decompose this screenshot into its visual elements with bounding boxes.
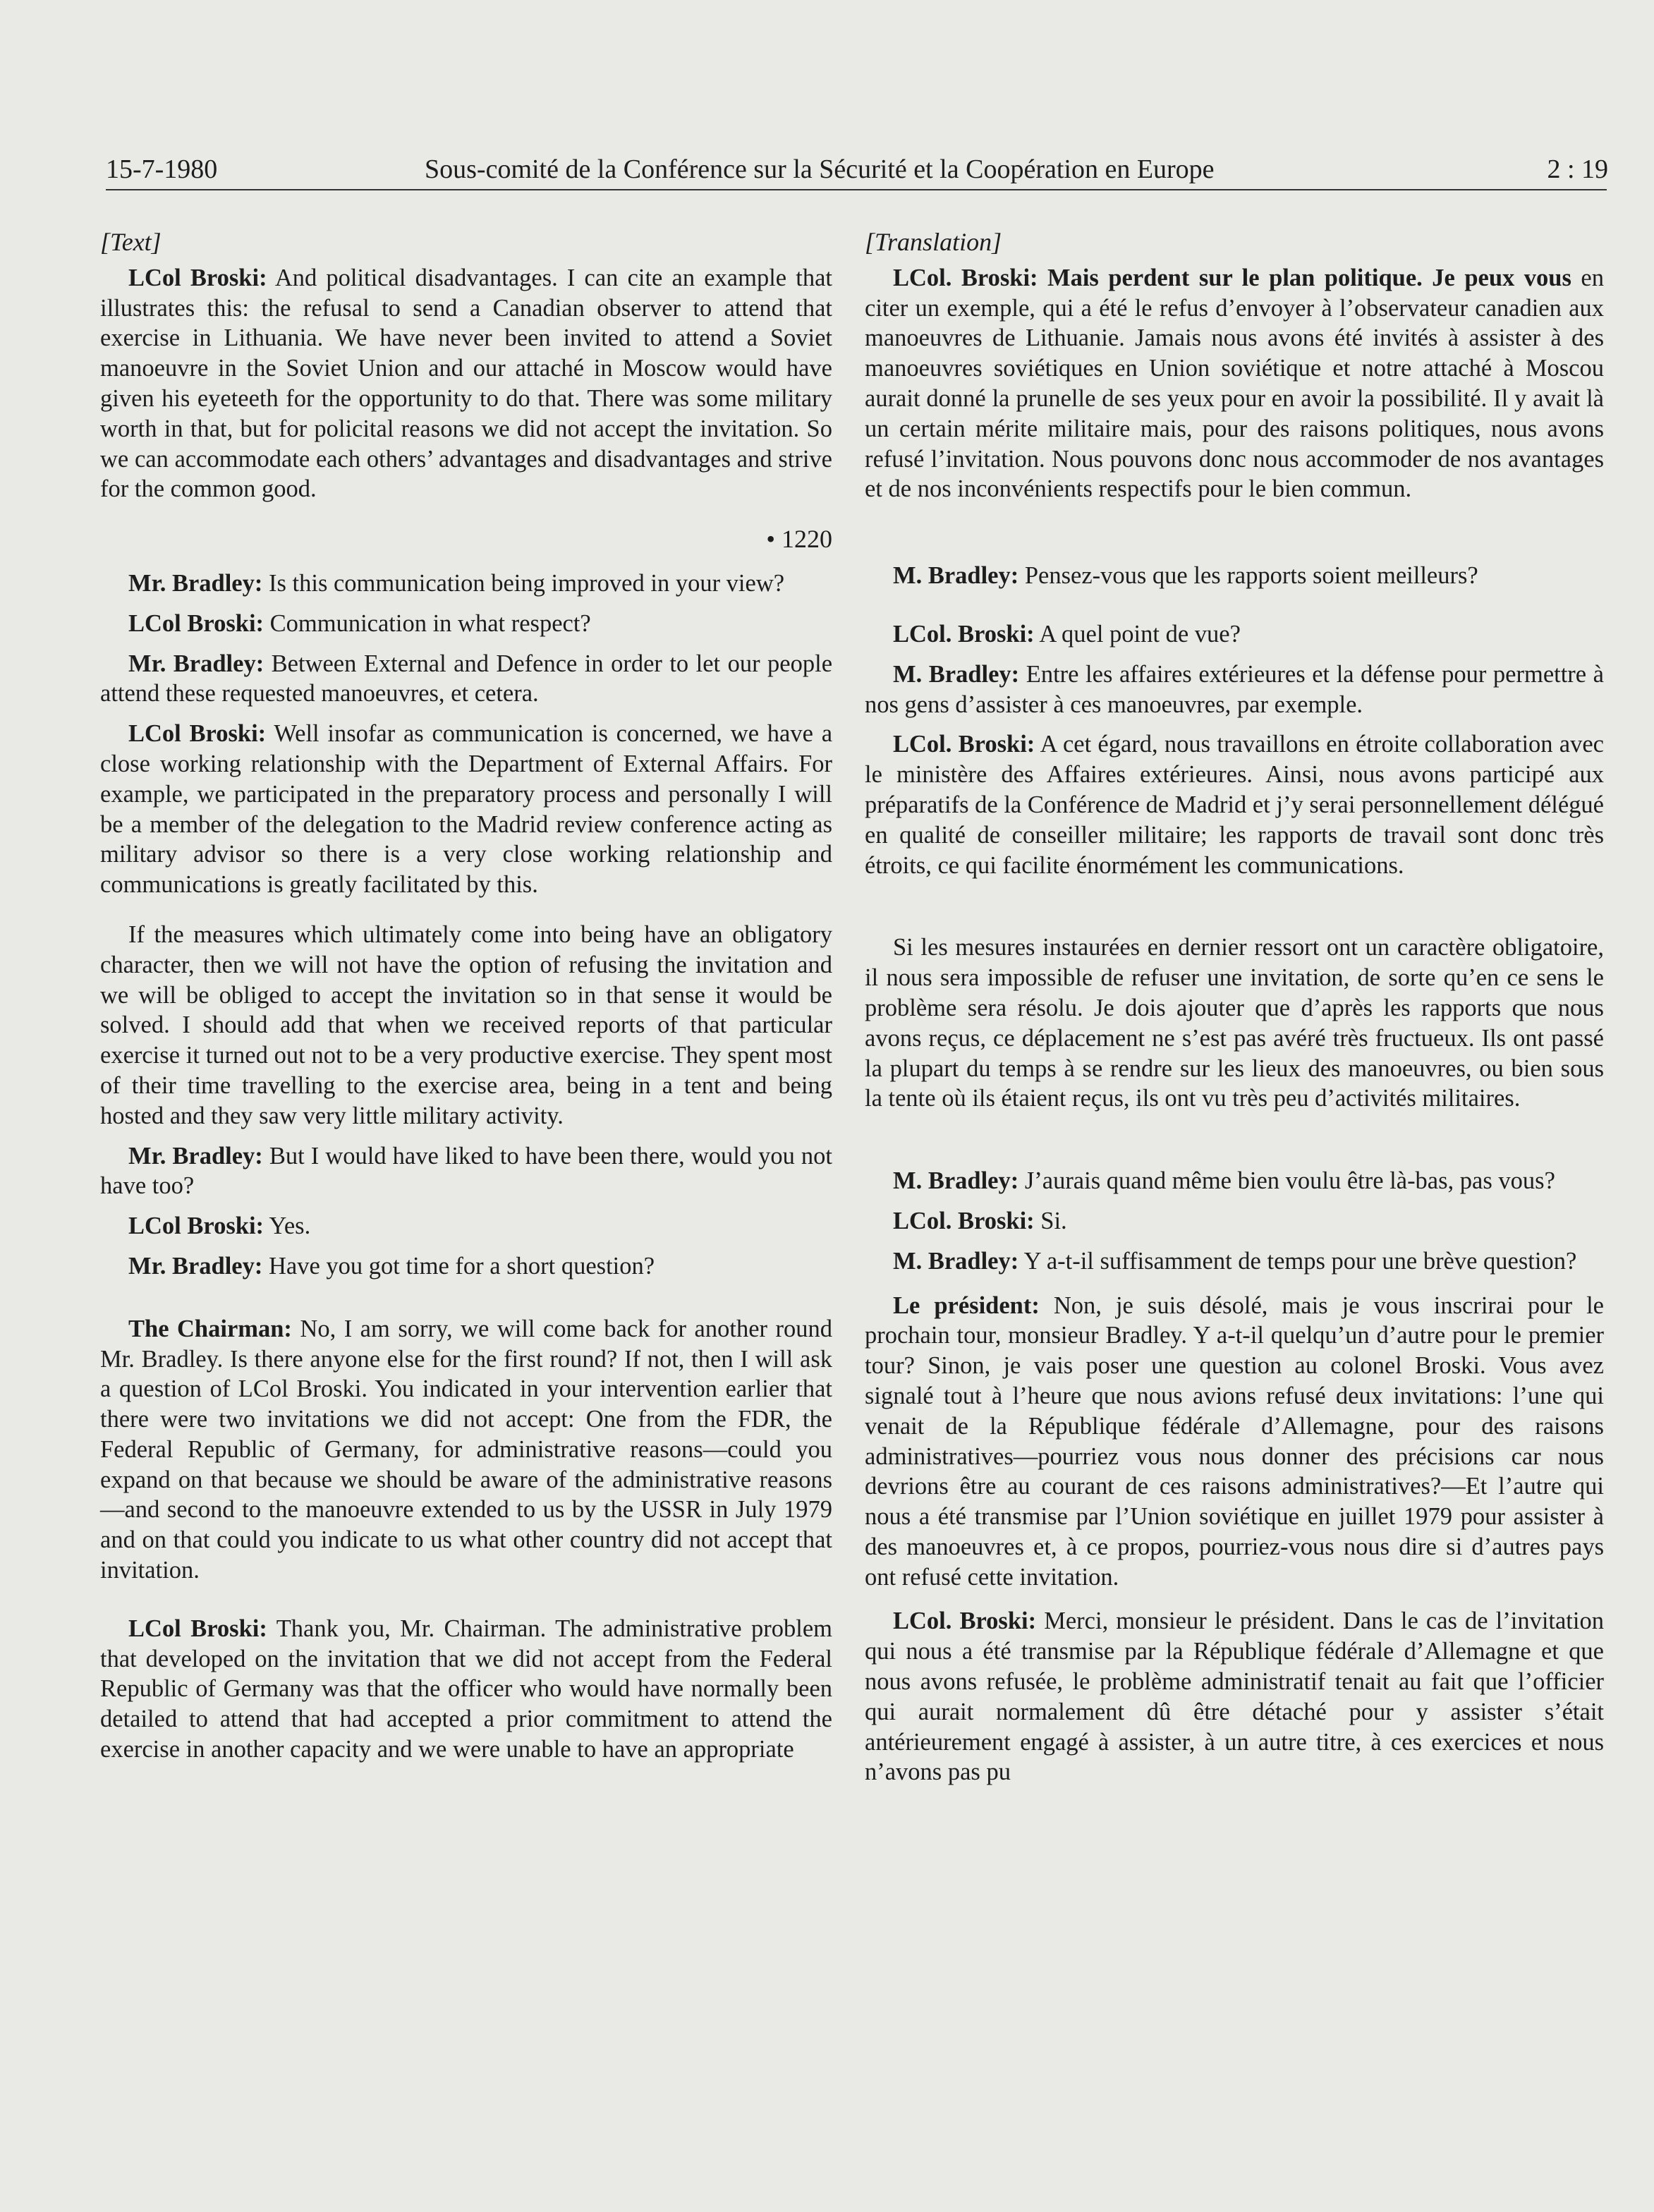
paragraph	[100, 719, 832, 900]
french-column	[865, 227, 1604, 1787]
paragraph	[865, 1246, 1604, 1277]
speech-text: Have you got time for a short question?	[262, 1252, 655, 1280]
speech-text: Merci, monsieur le président. Dans le cas de l’invitation qui nous a été transmise par la République fédérale d’Allemagne et que nous avons refusée, le problème administratif tenait au fait que l’officier qui aurait normalement dû être détaché pour y assister s’était antérieurement engagé à assister, à un autre titre, à ces exercices et nous n’avons pas pu	[865, 1608, 1604, 1786]
paragraph	[865, 1606, 1604, 1787]
header-rule	[106, 189, 1607, 190]
speech-text: en citer un exemple, qui a été le refus d’envoyer à l’observateur canadien aux manoeuvres de Lithuanie. Jamais nous avons été invités à assister à des manoeuvres soviétiques en Union soviétique et notre attaché à Moscou aurait donné la prunelle de ses yeux pour en avoir la possibilité. Il y avait là un certain mérite militaire mais, pour des raisons politiques, nous avons refusé l’invitation. Nous pouvons donc nous accommoder de nos avantages et de nos inconvénients respectifs pour le bien commun.	[865, 264, 1604, 503]
paragraph	[100, 569, 832, 599]
time-marker: • 1220	[766, 525, 832, 554]
speech-text: Thank you, Mr. Chairman. The administrative problem that developed on the invitation that we did not accept from the Federal Republic of Germany was that the officer who would have normally been detailed to attend that had accepted a prior commitment to attend the exercise in another capacity and we were unable to have an appropriate	[100, 1615, 832, 1763]
paragraph	[100, 609, 832, 639]
paragraph	[100, 1211, 832, 1241]
speaker: LCol. Broski:	[893, 1207, 1035, 1234]
paragraph: If the measures which ultimately come into being have an obligatory character, then we will not have the option of refusing the invitation and we will be obliged to accept the invitation so in that sense it would be solved. I should add that when we received reports of that particular exercise it turned out not to be a very productive exercise. They spent most of their time travelling to the exercise area, being in a tent and being hosted and they saw very little military activity.	[100, 920, 832, 1129]
column-label: [Text]	[100, 228, 162, 256]
speech-text: Pensez-vous que les rapports soient meilleurs?	[1018, 562, 1478, 590]
header-page-number: 2 : 19	[1547, 154, 1608, 184]
speaker: LCol. Broski:	[893, 1608, 1037, 1635]
paragraph	[100, 1251, 832, 1282]
speech-text: A quel point de vue?	[1034, 620, 1241, 648]
speech-text: Well insofar as communication is concerned, we have a close working relationship with the Department of External Affairs. For example, we participated in the preparatory process and personally I will be a member of the delegation to the Madrid review conference acting as military advisor so there is a very close working relationship and communications is greatly facilitated by this.	[100, 720, 833, 899]
paragraph: Si les mesures instaurées en dernier ressort ont un caractère obligatoire, il nous sera impossible de refuser une invitation, de sorte qu’en ce sens le problème sera résolu. Je dois ajouter que d’après les rapports que nous avons reçus, ce déplacement ne s’est pas avéré très fructueux. Ils ont passé la plupart du temps à se rendre sur les lieux des manoeuvres, ou bien sous la tente où ils étaient reçus, ils ont vu très peu d’activités militaires.	[865, 934, 1604, 1112]
speech-text: And political disadvantages. I can cite an example that illustrates this: the refusal to send a Canadian observer to attend that exercise in Lithuania. We have never been invited to attend a Soviet manoeuvre in the Soviet Union and our attaché in Moscow would have given his eyeteeth for the opportunity to do that. There was some military worth in that, but for policital reasons we did not accept the invitation. So we can accommodate each others’ advantages and disadvantages and strive for the common good.	[100, 264, 832, 503]
speaker: Mr. Bradley:	[128, 1142, 263, 1169]
header-title: Sous-comité de la Conférence sur la Sécurité et la Coopération en Europe	[425, 154, 1215, 184]
speaker: LCol Broski:	[128, 1213, 264, 1240]
speaker: The Chairman:	[128, 1315, 292, 1342]
speaker: Mr. Bradley:	[128, 650, 264, 677]
speech-text: No, I am sorry, we will come back for another round Mr. Bradley. Is there anyone else for the first round? If not, then I will ask a question of LCol Broski. You indicated in your intervention earlier that there were two invitations we did not accept: One from the FDR, the Federal Republic of Germany, for administrative reasons—could you expand on that because we should be aware of the administrative reasons—and second to the manoeuvre extended to us by the USSR in July 1979 and on that could you indicate to us what other country did not accept that invitation.	[100, 1315, 832, 1584]
speaker: Le président:	[893, 1292, 1040, 1319]
speech-text: Is this communication being improved in your view?	[262, 569, 785, 597]
paragraph	[865, 660, 1604, 720]
speaker: LCol Broski:	[128, 264, 267, 291]
speaker: LCol. Broski:	[893, 620, 1035, 648]
speaker: Mr. Bradley:	[128, 1252, 263, 1280]
speech-text: Non, je suis désolé, mais je vous inscrirai pour le prochain tour, monsieur Bradley. Y a-t-il quelqu’un d’autre pour le premier tour? Sinon, je vais poser une question au colonel Broski. Vous avez signalé tout à l’heure que nous avions refusé deux invitations: l’une qui venait de la République fédérale d’Allemagne, pour des raisons administratives—pourriez vous nous donner des précisions car nous devrions être au courant de ces raisons administratives?—Et l’autre qui nous a été transmise par l’Union soviétique en juillet 1979 pour assister à des manoeuvres et, à ce propos, pourriez-vous nous dire si d’autres pays ont refusé cette invitation.	[865, 1292, 1604, 1591]
speech-text: Y a-t-il suffisamment de temps pour une brève question?	[1018, 1247, 1577, 1275]
paragraph	[865, 561, 1604, 591]
paragraph	[865, 1166, 1604, 1196]
speech-text: A cet égard, nous travaillons en étroite collaboration avec le ministère des Affaires extérieures. Ainsi, nous avons participé aux préparatifs de la Conférence de Madrid et j’y serai personnellement délégué en qualité de conseiller militaire; les rapports de travail sont donc très étroits, ce qui facilite énormément les communications.	[865, 731, 1604, 879]
speech-text: Between External and Defence in order to let our people attend these requested manoeuvres, et cetera.	[100, 650, 833, 707]
paragraph	[100, 1141, 832, 1202]
speech-text: But I would have liked to have been there, would you not have too?	[100, 1142, 832, 1200]
speaker: LCol Broski:	[128, 609, 264, 637]
speaker: M. Bradley:	[893, 660, 1020, 688]
speaker: M. Bradley:	[893, 562, 1019, 590]
speaker: M. Bradley:	[893, 1167, 1019, 1195]
paragraph	[865, 1206, 1604, 1236]
header-date: 15-7-1980	[106, 154, 218, 184]
english-column	[100, 227, 832, 1765]
speech-text: J’aurais quand même bien voulu être là-bas, pas vous?	[1018, 1167, 1555, 1195]
paragraph	[865, 1291, 1604, 1593]
speaker: LCol. Broski:	[893, 731, 1035, 758]
paragraph	[100, 1614, 832, 1765]
paragraph	[100, 263, 832, 504]
paragraph	[100, 649, 832, 710]
paragraph	[865, 263, 1604, 504]
column-label: [Translation]	[865, 228, 1002, 256]
speech-text: Si.	[1034, 1207, 1067, 1234]
paragraph	[865, 729, 1604, 880]
speech-text: Communication in what respect?	[264, 609, 591, 637]
speech-text: Yes.	[264, 1213, 311, 1240]
page-header	[106, 154, 1608, 190]
speech-text-bold: Mais perdent sur le plan politique. Je peux vous	[1038, 264, 1571, 291]
speaker: Mr. Bradley:	[128, 569, 263, 597]
speaker: M. Bradley:	[893, 1247, 1019, 1275]
paragraph	[100, 1314, 832, 1586]
paragraph	[865, 619, 1604, 650]
speaker: LCol Broski:	[128, 1615, 267, 1642]
speaker: LCol Broski:	[128, 720, 267, 748]
speech-text: Entre les affaires extérieures et la défense pour permettre à nos gens d’assister à ces manoeuvres, par exemple.	[865, 660, 1604, 718]
speaker: LCol. Broski:	[893, 264, 1038, 291]
